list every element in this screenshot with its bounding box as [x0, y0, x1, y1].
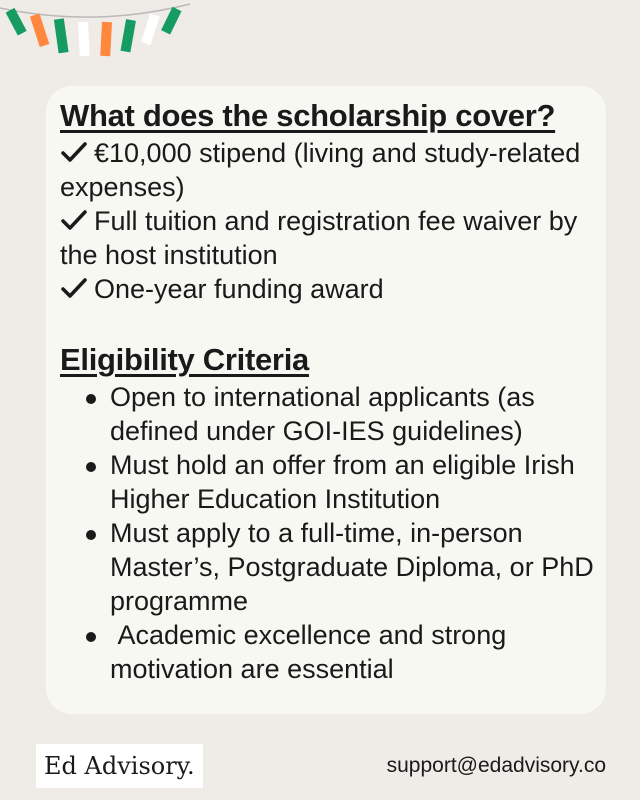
eligibility-item: Must hold an offer from an eligible Irish Higher Education Institution	[110, 448, 594, 516]
brand-logo: Ed Advisory.	[36, 744, 203, 788]
scholarship-info-card	[46, 86, 606, 714]
coverage-item: One-year funding award	[60, 272, 594, 306]
bullet-icon	[86, 394, 96, 404]
bullet-icon	[86, 530, 96, 540]
eligibility-item: Academic excellence and strong motivation are essential	[110, 618, 594, 686]
eligibility-item: Open to international applicants (as defined under GOI-IES guidelines)	[110, 380, 594, 448]
bullet-icon	[86, 462, 96, 472]
check-icon	[60, 277, 88, 299]
irish-flag-bunting	[0, 0, 200, 70]
bullet-icon	[86, 632, 96, 642]
coverage-list	[60, 136, 594, 306]
coverage-heading: What does the scholarship cover?	[60, 98, 556, 133]
coverage-item: €10,000 stipend (living and study-related expenses)	[60, 138, 581, 202]
support-email: support@edadvisory.co	[386, 754, 606, 777]
check-icon	[60, 209, 88, 231]
check-icon	[60, 141, 88, 163]
eligibility-heading: Eligibility Criteria	[60, 342, 309, 377]
eligibility-list	[60, 380, 594, 686]
eligibility-item: Must apply to a full-time, in-person Master’s, Postgraduate Diploma, or PhD programme	[110, 516, 594, 618]
coverage-item: Full tuition and registration fee waiver by the host institution	[60, 206, 578, 270]
